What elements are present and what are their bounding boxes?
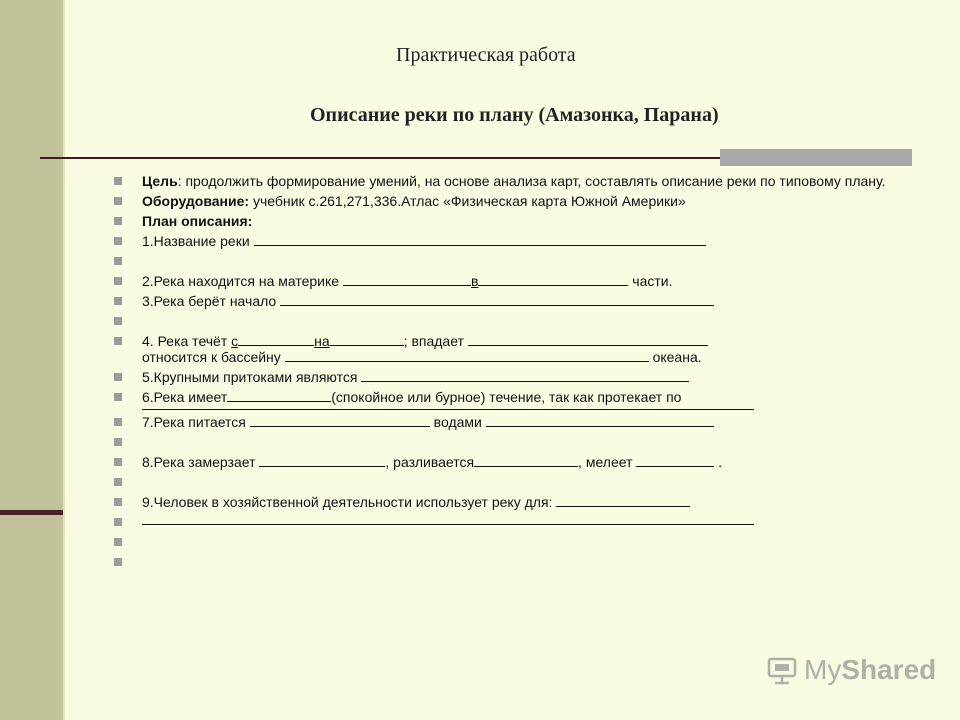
plan-3-text: 3.Река берёт начало (142, 293, 281, 309)
equipment-text: учебник с.261,271,336.Атлас «Физическая карта Южной Америки» (249, 193, 686, 209)
plan-4-basin: относится к бассейну (142, 349, 285, 365)
plan-4-mouth: ; впадает (403, 333, 468, 349)
goal-label: Цель (142, 173, 178, 189)
left-decor-strip (0, 0, 63, 720)
empty-bullet (108, 534, 898, 550)
plan-item-3 (108, 293, 898, 309)
plan-7-waters: водами (429, 414, 486, 430)
plan-4-to: на (314, 333, 330, 349)
blank-flow-from[interactable] (238, 333, 314, 346)
empty-bullet (108, 434, 898, 450)
blank-source[interactable] (280, 293, 714, 306)
watermark-shared: Shared (841, 654, 937, 685)
blank-shallows[interactable] (636, 454, 714, 467)
plan-4-ocean: океана. (648, 349, 702, 365)
blank-waters[interactable] (486, 414, 714, 427)
blank-freezes[interactable] (259, 454, 385, 467)
left-decor-edge (63, 0, 65, 720)
watermark-my: My (804, 654, 842, 685)
plan-8-text: 8.Река замерзает (142, 454, 260, 470)
blank-usage-continued[interactable] (142, 514, 754, 525)
plan-item-1 (108, 233, 898, 249)
empty-bullet (108, 474, 898, 490)
plan-1-text: 1.Название реки (142, 233, 254, 249)
plan-4-from: с (231, 333, 239, 349)
plan-8-end: . (714, 454, 723, 470)
empty-bullet (108, 313, 898, 329)
plan-item-9 (108, 494, 898, 510)
blank-flow-type[interactable] (227, 389, 331, 402)
left-decor-bar (0, 510, 63, 515)
slide-subtitle: Практическая работа (396, 44, 576, 66)
plan-item-4 (108, 333, 898, 365)
plan-4-text: 4. Река течёт (142, 333, 232, 349)
plan-item-8 (108, 454, 898, 470)
plan-label: План описания: (142, 213, 253, 229)
slide-title: Описание реки по плану (Амазонка, Парана) (310, 104, 719, 126)
plan-2-text: 2.Река находится на материке (142, 273, 343, 289)
empty-bullet (108, 253, 898, 269)
plan-item-9-line (108, 514, 898, 530)
plan-2-in: в (470, 273, 479, 289)
blank-continent-part[interactable] (478, 273, 628, 286)
blank-basin[interactable] (285, 349, 649, 362)
blank-mouth[interactable] (468, 333, 708, 346)
equipment-label: Оборудование: (142, 193, 250, 209)
goal-text: : продолжить формирование умений, на основе анализа карт, составлять описание реки по типовому плану. (177, 173, 886, 189)
plan-item-6 (108, 389, 898, 410)
plan-item-2 (108, 273, 898, 289)
plan-label-item (108, 213, 898, 229)
worksheet-list (108, 173, 898, 570)
blank-floods[interactable] (474, 454, 578, 467)
title-divider-accent (720, 149, 912, 166)
equipment-item (108, 193, 898, 209)
plan-6-reason: (спокойное или бурное) течение, так как протекает по (331, 389, 682, 405)
blank-tributaries[interactable] (361, 369, 689, 382)
plan-5-text: 5.Крупными притоками являются (142, 369, 362, 385)
plan-8-floods: , разливается (385, 454, 475, 470)
presentation-icon (766, 655, 798, 685)
plan-9-text: 9.Человек в хозяйственной деятельности использует реку для: (142, 494, 557, 510)
blank-continent[interactable] (343, 273, 471, 286)
blank-feeding[interactable] (250, 414, 430, 427)
plan-item-5 (108, 369, 898, 385)
plan-item-7 (108, 414, 898, 430)
plan-2-end: части. (628, 273, 673, 289)
blank-terrain[interactable] (142, 405, 754, 410)
empty-bullet (108, 554, 898, 570)
blank-river-name[interactable] (254, 233, 706, 246)
blank-usage[interactable] (556, 494, 690, 507)
goal-item (108, 173, 898, 189)
plan-6-text: 6.Река имеет (142, 389, 228, 405)
blank-flow-to[interactable] (330, 333, 404, 346)
plan-8-shallow: , мелеет (578, 454, 637, 470)
myshared-watermark (766, 654, 936, 686)
plan-7-text: 7.Река питается (142, 414, 250, 430)
